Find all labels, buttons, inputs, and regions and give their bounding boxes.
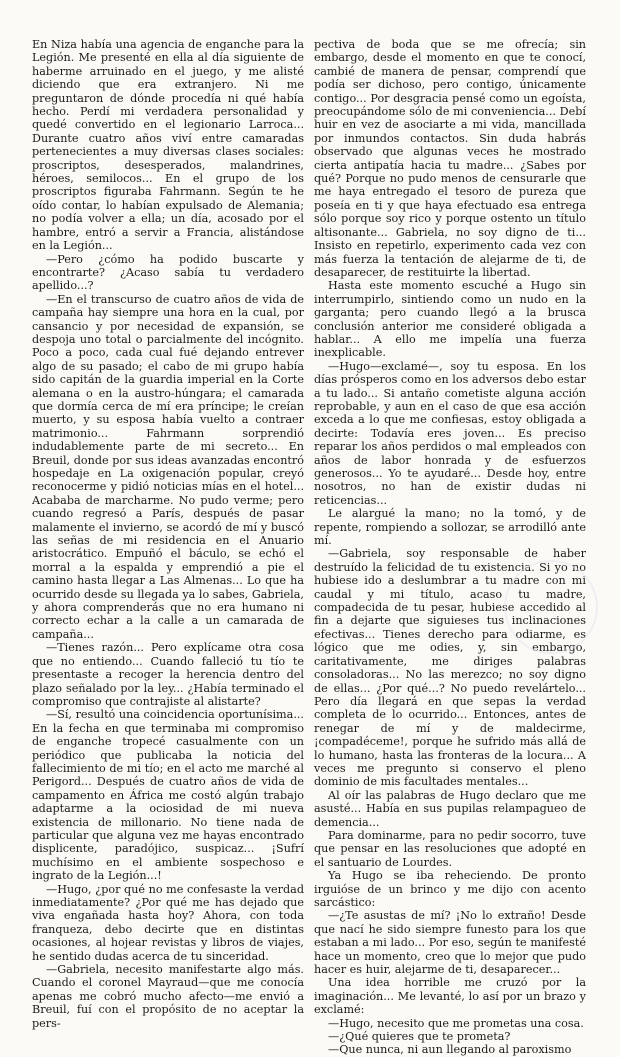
paragraph: Ya Hugo se iba reheciendo. De pronto irguióse de un brinco y me dijo con acento sarcástico: xyxy=(314,869,586,909)
left-column xyxy=(32,38,304,1030)
paragraph: —Hugo—exclamé—, soy tu esposa. En los días prósperos como en los adversos debo estar a tu lado... Si antaño cometiste alguna acción reprobable, y aun en el caso de que esa acción exceda a lo que me confiesas, estoy obligada a decirte: Todavía eres joven... Es preciso reparar los años perdidos o mal empleados con años de labor honrada y de esfuerzos generosos... Yo te ayudaré... Desde hoy, entre nosotros, no han de existir dudas ni reticencias... xyxy=(314,359,586,507)
paragraph: Hasta este momento escuché a Hugo sin interrumpirlo, sintiendo como un nudo en la garganta; pero cuando llegó a la brusca conclusión anterior me consideré obligada a hablar... A ello me impelía una fuerza inexplicable. xyxy=(314,279,586,360)
paragraph: —Que nunca, ni aun llegando al paroxismo xyxy=(328,1043,572,1057)
paragraph: —Hugo, ¿por qué no me confesaste la verdad inmediatamente? ¿Por qué me has dejado que viva engañada hasta hoy? Ahora, con toda franqueza, debo decirte que en distintas ocasiones, al hojear revistas y libros de viajes, he sentido dudas acerca de tu sinceridad. xyxy=(32,882,304,963)
paragraph: —Sí, resultó una coincidencia oportunísima... En la fecha en que terminaba mi compromiso de enganche tropecé casualmente con un periódico que publicaba la noticia del fallecimiento de mi tío; en el acto me marché al Perigord... Después de cuatro años de vida de campamento en África me costó algún trabajo adaptarme a la ociosidad de mi nueva existencia de millonario. No tiene nada de particular que alguna vez me hayas encontrado displicente, paradójico, suspicaz... ¡Sufrí muchísimo en el ambiente sospechoso e ingrato de la Legión...! xyxy=(32,708,304,883)
paragraph: —Gabriela, soy responsable de haber destruído la felicidad de tu existencia. Si yo no hubiese ido a deslumbrar a tu madre con mi caudal y mi título, acaso tu madre, compadecida de tu pesar, hubiese accedido al fin a dejarte que siguieses tus inclinaciones efectivas... Tienes derecho para odiarme, es lógico que me odies, y, sin embargo, caritativamente, me diriges palabras consoladoras... No las merezco; no soy digno de ellas... ¿Por qué...? No puedo revelártelo... Pero día llegará en que sepas la verdad completa de lo ocurrido... Entonces, antes de renegar de mí y de maldecirme, ¡compadéceme!, porque he sufrido más allá de lo humano, hasta las fronteras de la locura... A veces me pregunto si conservo el pleno dominio de mis facultades mentales... xyxy=(314,547,586,789)
paragraph: —¿Qué quieres que te prometa? xyxy=(328,1030,511,1044)
paragraph: —Tienes razón... Pero explícame otra cosa que no entiendo... Cuando falleció tu tío te presentaste a recoger la herencia dentro del plazo señalado por la ley... ¿Había terminado el compromiso que contrajiste al alistarte? xyxy=(32,641,304,708)
paragraph: Una idea horrible me cruzó por la imaginación... Me levanté, lo así por un brazo y exclamé: xyxy=(314,976,586,1017)
paragraph: —Gabriela, necesito manifestarte algo más. Cuando el coronel Mayraud—que me conocía apenas me cobró mucho afecto—me envió a Breuil, fuí con el propósito de no aceptar la pers- xyxy=(32,963,304,1030)
paragraph: Le alargué la mano; no la tomó, y de repente, rompiendo a sollozar, se arrodilló ante mí. xyxy=(314,507,586,548)
paragraph: pectiva de boda que se me ofrecía; sin embargo, desde el momento en que te conocí, cambié de manera de pensar, comprendí que podía ser dichoso, pero contigo, únicamente contigo... Por desgracia pensé como un egoísta, preocupándome sólo de mi conveniencia... Debí huir en vez de asociarte a mi vida, mancillada por inmundos contactos. Sin duda habrás observado que algunas veces he mostrado cierta antipatía hacia tu madre... ¿Sabes por qué? Porque no pudo menos de censurarle que me haya entregado el tesoro de pureza que poseía en ti y que haya efectuado esa entrega sólo porque soy rico y porque ostento un título altisonante... Gabriela, no soy digno de ti... Insisto en repetirlo, experimento cada vez con más fuerza la tentación de alejarme de ti, de desaparecer, de restituirte la libertad. xyxy=(314,38,586,279)
paragraph: En Niza había una agencia de enganche para la Legión. Me presenté en ella al día siguiente de haberme arruinado en el juego, y me alisté diciendo que era extranjero. Ni me preguntaron de dónde procedía ni qué había hecho. Perdí mi verdadera personalidad y quedé convertido en el legionario Larroca... Durante cuatro años viví entre camaradas pertenecientes a muy diversas clases sociales: proscriptos, desesperados, malandrines, héroes, semilocos... En el grupo de los proscriptos figuraba Fahrmann. Según te he oído contar, lo habían expulsado de Alemania; no podía volver a ella; un día, acosado por el hambre, entró a servir a Francia, alistándose en la Legión... xyxy=(32,38,304,253)
watermark-stamp xyxy=(504,560,598,654)
paragraph: Para dominarme, para no pedir socorro, tuve que pensar en las resoluciones que adopté en el santuario de Lourdes. xyxy=(314,828,586,869)
paragraph: —En el transcurso de cuatro años de vida de campaña hay siempre una hora en la cual, por cansancio y por necesidad de expansión, se despoja uno total o parcialmente del incógnito. Poco a poco, cada cual fué dejando entrever algo de su pasado; el cabo de mi grupo había sido capitán de la guardia imperial en la Corte alemana o en la austro-húngara; el camarada que dormía cerca de mí era príncipe; le creían muerto, y su esposa había vuelto a contraer matrimonio... Fahrmann sorprendió indudablemente parte de mi secreto... En Breuil, donde por sus ideas avanzadas encontró hospedaje en La oxigenación popular, creyó reconocerme y pidió noticias mías en el hotel... Acababa de marcharme. No pudo verme; pero cuando regresó a París, después de pasar malamente el invierno, se acordó de mí y buscó las señas de mi residencia en el Anuario aristocrático. Empuñó el báculo, se echó el morral a la espalda y emprendió a pie el camino hasta llegar a Las Almenas... Lo que ha ocurrido desde su llegada ya lo sabes, Gabriela, y ahora comprenderás que no era humano ni correcto echar a la calle a un camarada de campaña... xyxy=(32,292,304,641)
right-column xyxy=(314,38,586,1057)
paragraph: —¿Te asustas de mí? ¡No lo extraño! Desde que nací he sido siempre funesto para los que estaban a mi lado... Por eso, según te manifesté hace un momento, creo que lo mejor que pudo hacer es huir, alejarme de ti, desaparecer... xyxy=(314,909,586,977)
paragraph: —Hugo, necesito que me prometas una cosa. xyxy=(328,1016,584,1030)
paragraph: Al oír las palabras de Hugo declaro que me asusté... Había en sus pupilas relampagueo de demencia... xyxy=(314,788,586,829)
paragraph: —Pero ¿cómo ha podido buscarte y encontrarte? ¿Acaso sabía tu verdadero apellido...? xyxy=(32,252,304,293)
